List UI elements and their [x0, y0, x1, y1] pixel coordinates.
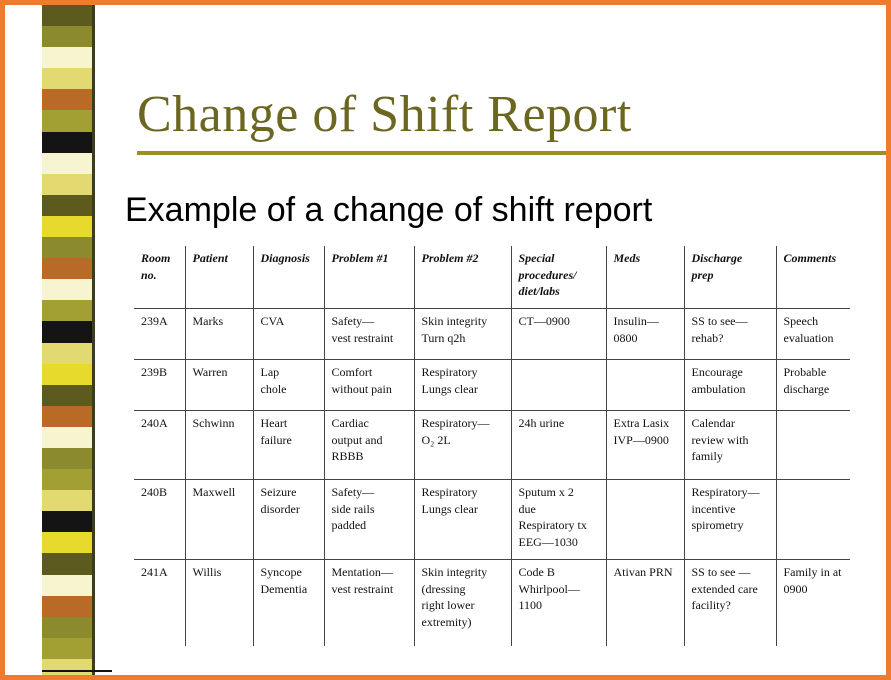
table-row: [134, 411, 850, 480]
stripe-segment: [42, 47, 92, 68]
slide-title: Change of Shift Report: [137, 86, 632, 143]
cell-diagnosis: Seizure disorder: [253, 480, 324, 560]
cell-patient: Schwinn: [185, 411, 253, 480]
cell-room: 239A: [134, 309, 185, 360]
cell-room: 239B: [134, 360, 185, 411]
cell-problem-1: Mentation— vest restraint: [324, 560, 414, 647]
cell-comments: Probable discharge: [776, 360, 850, 411]
cell-comments: Speech evaluation: [776, 309, 850, 360]
decorative-stripe-bar: [42, 5, 92, 680]
cell-meds: Ativan PRN: [606, 560, 684, 647]
stripe-segment: [42, 195, 92, 216]
cell-comments: Family in at 0900: [776, 560, 850, 647]
table-header-row: [134, 246, 850, 309]
cell-discharge-prep: Calendar review with family: [684, 411, 776, 480]
table-row: [134, 560, 850, 647]
shift-report-table: [134, 246, 850, 646]
title-underline-rule: [137, 151, 889, 155]
stripe-segment: [42, 174, 92, 195]
stripe-segment: [42, 427, 92, 448]
stripe-segment: [42, 68, 92, 89]
cell-problem-1: Safety— vest restraint: [324, 309, 414, 360]
stripe-segment: [42, 469, 92, 490]
cell-patient: Maxwell: [185, 480, 253, 560]
cell-meds: Extra Lasix IVP—0900: [606, 411, 684, 480]
cell-special-procedures: Sputum x 2 due Respiratory tx EEG—1030: [511, 480, 606, 560]
cell-diagnosis: CVA: [253, 309, 324, 360]
stripe-segment: [42, 300, 92, 321]
stripe-segment: [42, 132, 92, 153]
header-meds: Meds: [606, 246, 684, 309]
cell-patient: Marks: [185, 309, 253, 360]
stripe-segment: [42, 532, 92, 553]
cell-discharge-prep: SS to see— rehab?: [684, 309, 776, 360]
cell-problem-1: Cardiac output and RBBB: [324, 411, 414, 480]
cell-meds: Insulin— 0800: [606, 309, 684, 360]
cell-patient: Warren: [185, 360, 253, 411]
cell-meds: [606, 480, 684, 560]
header-problem-2: Problem #2: [414, 246, 511, 309]
header-problem-1: Problem #1: [324, 246, 414, 309]
header-patient: Patient: [185, 246, 253, 309]
stripe-segment: [42, 406, 92, 427]
stripe-segment: [42, 26, 92, 47]
stripe-bottom-line: [42, 670, 112, 672]
cell-special-procedures: Code B Whirlpool— 1100: [511, 560, 606, 647]
header-comments: Comments: [776, 246, 850, 309]
stripe-edge: [92, 5, 95, 680]
stripe-segment: [42, 638, 92, 659]
header-discharge-prep: Discharge prep: [684, 246, 776, 309]
cell-problem-2: Skin integrity (dressing right lower extremity): [414, 560, 511, 647]
stripe-segment: [42, 343, 92, 364]
stripe-segment: [42, 511, 92, 532]
cell-diagnosis: Syncope Dementia: [253, 560, 324, 647]
cell-patient: Willis: [185, 560, 253, 647]
cell-discharge-prep: Respiratory— incentive spirometry: [684, 480, 776, 560]
stripe-segment: [42, 5, 92, 26]
stripe-segment: [42, 617, 92, 638]
table-row: [134, 309, 850, 360]
cell-room: 240A: [134, 411, 185, 480]
cell-discharge-prep: SS to see — extended care facility?: [684, 560, 776, 647]
stripe-segment: [42, 216, 92, 237]
cell-comments: [776, 411, 850, 480]
stripe-segment: [42, 153, 92, 174]
cell-problem-1: Comfort without pain: [324, 360, 414, 411]
cell-special-procedures: [511, 360, 606, 411]
stripe-segment: [42, 321, 92, 342]
cell-problem-2: Respiratory Lungs clear: [414, 480, 511, 560]
cell-problem-1: Safety— side rails padded: [324, 480, 414, 560]
cell-problem-2: Skin integrity Turn q2h: [414, 309, 511, 360]
stripe-segment: [42, 448, 92, 469]
cell-meds: [606, 360, 684, 411]
cell-discharge-prep: Encourage ambulation: [684, 360, 776, 411]
table-row: [134, 360, 850, 411]
stripe-segment: [42, 385, 92, 406]
cell-room: 240B: [134, 480, 185, 560]
stripe-segment: [42, 89, 92, 110]
cell-room: 241A: [141, 565, 168, 579]
stripe-segment: [42, 258, 92, 279]
cell-problem-2: Respiratory Lungs clear: [414, 360, 511, 411]
header-special-procedures: Special procedures/ diet/labs: [511, 246, 606, 309]
table-row: [134, 480, 850, 560]
cell-special-procedures: 24h urine: [511, 411, 606, 480]
slide-subtitle: Example of a change of shift report: [125, 191, 653, 229]
cell-problem-2: Respiratory— O₂ 2L: [414, 411, 511, 480]
stripe-segment: [42, 575, 92, 596]
header-diagnosis: Diagnosis: [253, 246, 324, 309]
stripe-segment: [42, 596, 92, 617]
header-room-no: Room no.: [134, 246, 185, 309]
stripe-segment: [42, 279, 92, 300]
stripe-segment: [42, 364, 92, 385]
cell-diagnosis: Heart failure: [253, 411, 324, 480]
stripe-segment: [42, 237, 92, 258]
cell-diagnosis: Lap chole: [253, 360, 324, 411]
cell-special-procedures: CT—0900: [511, 309, 606, 360]
cell-comments: [776, 480, 850, 560]
stripe-segment: [42, 110, 92, 131]
stripe-segment: [42, 490, 92, 511]
stripe-segment: [42, 553, 92, 574]
